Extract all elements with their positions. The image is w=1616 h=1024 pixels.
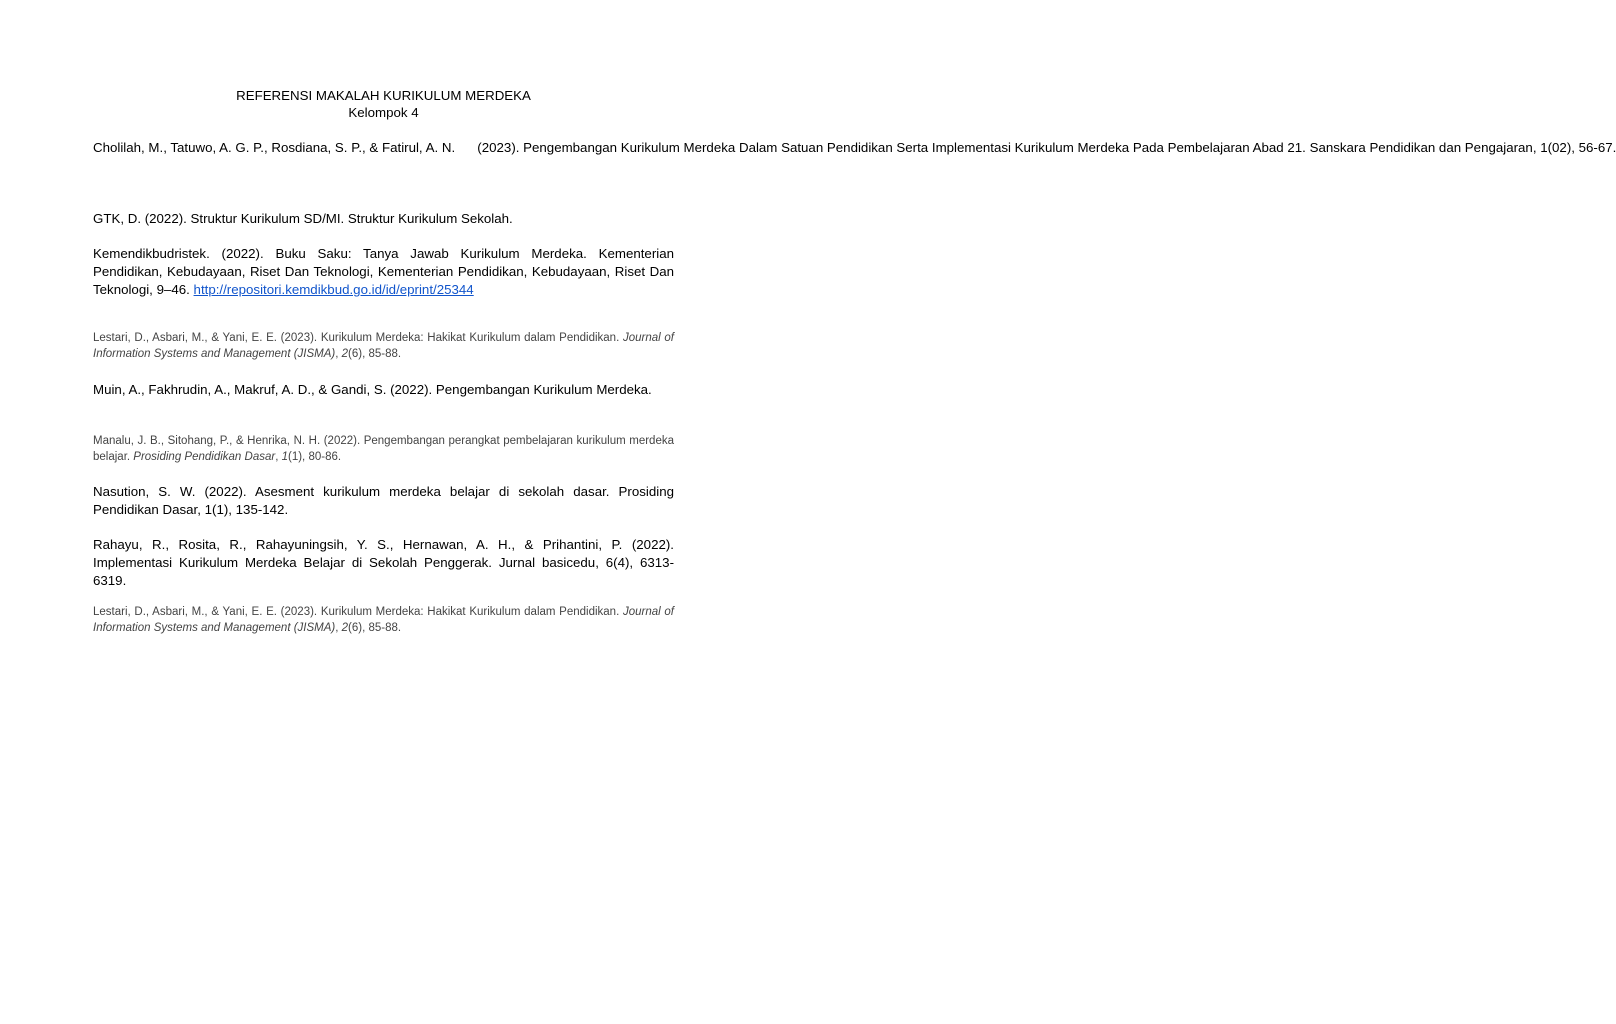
reference-text: Lestari, D., Asbari, M., & Yani, E. E. (2023). Kurikulum Merdeka: Hakikat Kurikulum dalam Pendidikan. <box>93 606 623 618</box>
reference-volume: 2 <box>341 622 349 634</box>
reference-entry <box>93 245 674 299</box>
reference-entry <box>93 139 1616 157</box>
reference-link[interactable]: http://repositori.kemdikbud.go.id/id/eprint/25344 <box>193 282 474 297</box>
reference-text: Kemendikbudristek. (2022). Buku Saku: Tanya Jawab Kurikulum Merdeka. Kementerian Pendidikan, Kebudayaan, Riset Dan Teknologi, Kementerian Pendidikan, Kebudayaan, Riset Dan Teknologi, 9–46. <box>93 246 674 297</box>
reference-pages: (6), 85-88. <box>348 622 402 634</box>
reference-journal: Journal of Information Systems and Management (JISMA) <box>93 606 674 634</box>
reference-separator: , <box>335 622 342 634</box>
reference-separator: , <box>275 451 282 463</box>
reference-text: Lestari, D., Asbari, M., & Yani, E. E. (2023). Kurikulum Merdeka: Hakikat Kurikulum dalam Pendidikan. <box>93 332 623 344</box>
reference-entry <box>93 381 674 399</box>
reference-entry <box>93 433 674 465</box>
reference-text: Muin, A., Fakhrudin, A., Makruf, A. D., & Gandi, S. (2022). Pengembangan Kurikulum Merdeka. <box>93 382 652 397</box>
page-subtitle: Kelompok 4 <box>348 105 419 120</box>
reference-journal: Journal of Information Systems and Management (JISMA) <box>93 332 674 360</box>
reference-text: Cholilah, M., Tatuwo, A. G. P., Rosdiana, S. P., & Fatirul, A. N. (2023). Pengembangan Kurikulum Merdeka Dalam Satuan Pendidikan Serta Implementasi Kurikulum Merdeka Pada Pembelajaran Abad 21. Sanskara Pendidikan dan Pengajaran, 1(02), 56-67. <box>93 140 1616 155</box>
reference-separator: , <box>335 348 342 360</box>
reference-text: Nasution, S. W. (2022). Asesment kurikulum merdeka belajar di sekolah dasar. Prosiding Pendidikan Dasar, 1(1), 135-142. <box>93 484 674 517</box>
reference-entry <box>93 536 674 590</box>
reference-pages: (1), 80-86. <box>288 451 342 463</box>
reference-text: Rahayu, R., Rosita, R., Rahayuningsih, Y. S., Hernawan, A. H., & Prihantini, P. (2022). Implementasi Kurikulum Merdeka Belajar di Sekolah Penggerak. Jurnal basicedu, 6(4), 6313-6319. <box>93 537 674 588</box>
reference-entry <box>93 483 674 519</box>
reference-text: GTK, D. (2022). Struktur Kurikulum SD/MI. Struktur Kurikulum Sekolah. <box>93 211 513 226</box>
title-block <box>93 87 674 121</box>
reference-pages: (6), 85-88. <box>348 348 402 360</box>
reference-journal: Prosiding Pendidikan Dasar <box>133 451 276 463</box>
reference-text: Manalu, J. B., Sitohang, P., & Henrika, N. H. (2022). Pengembangan perangkat pembelajaran kurikulum merdeka belajar. <box>93 435 674 463</box>
reference-entry <box>93 210 674 228</box>
reference-entry <box>93 330 674 362</box>
page-title: REFERENSI MAKALAH KURIKULUM MERDEKA <box>236 88 531 103</box>
reference-volume: 1 <box>281 451 288 463</box>
reference-entry <box>93 604 674 636</box>
reference-volume: 2 <box>341 348 349 360</box>
